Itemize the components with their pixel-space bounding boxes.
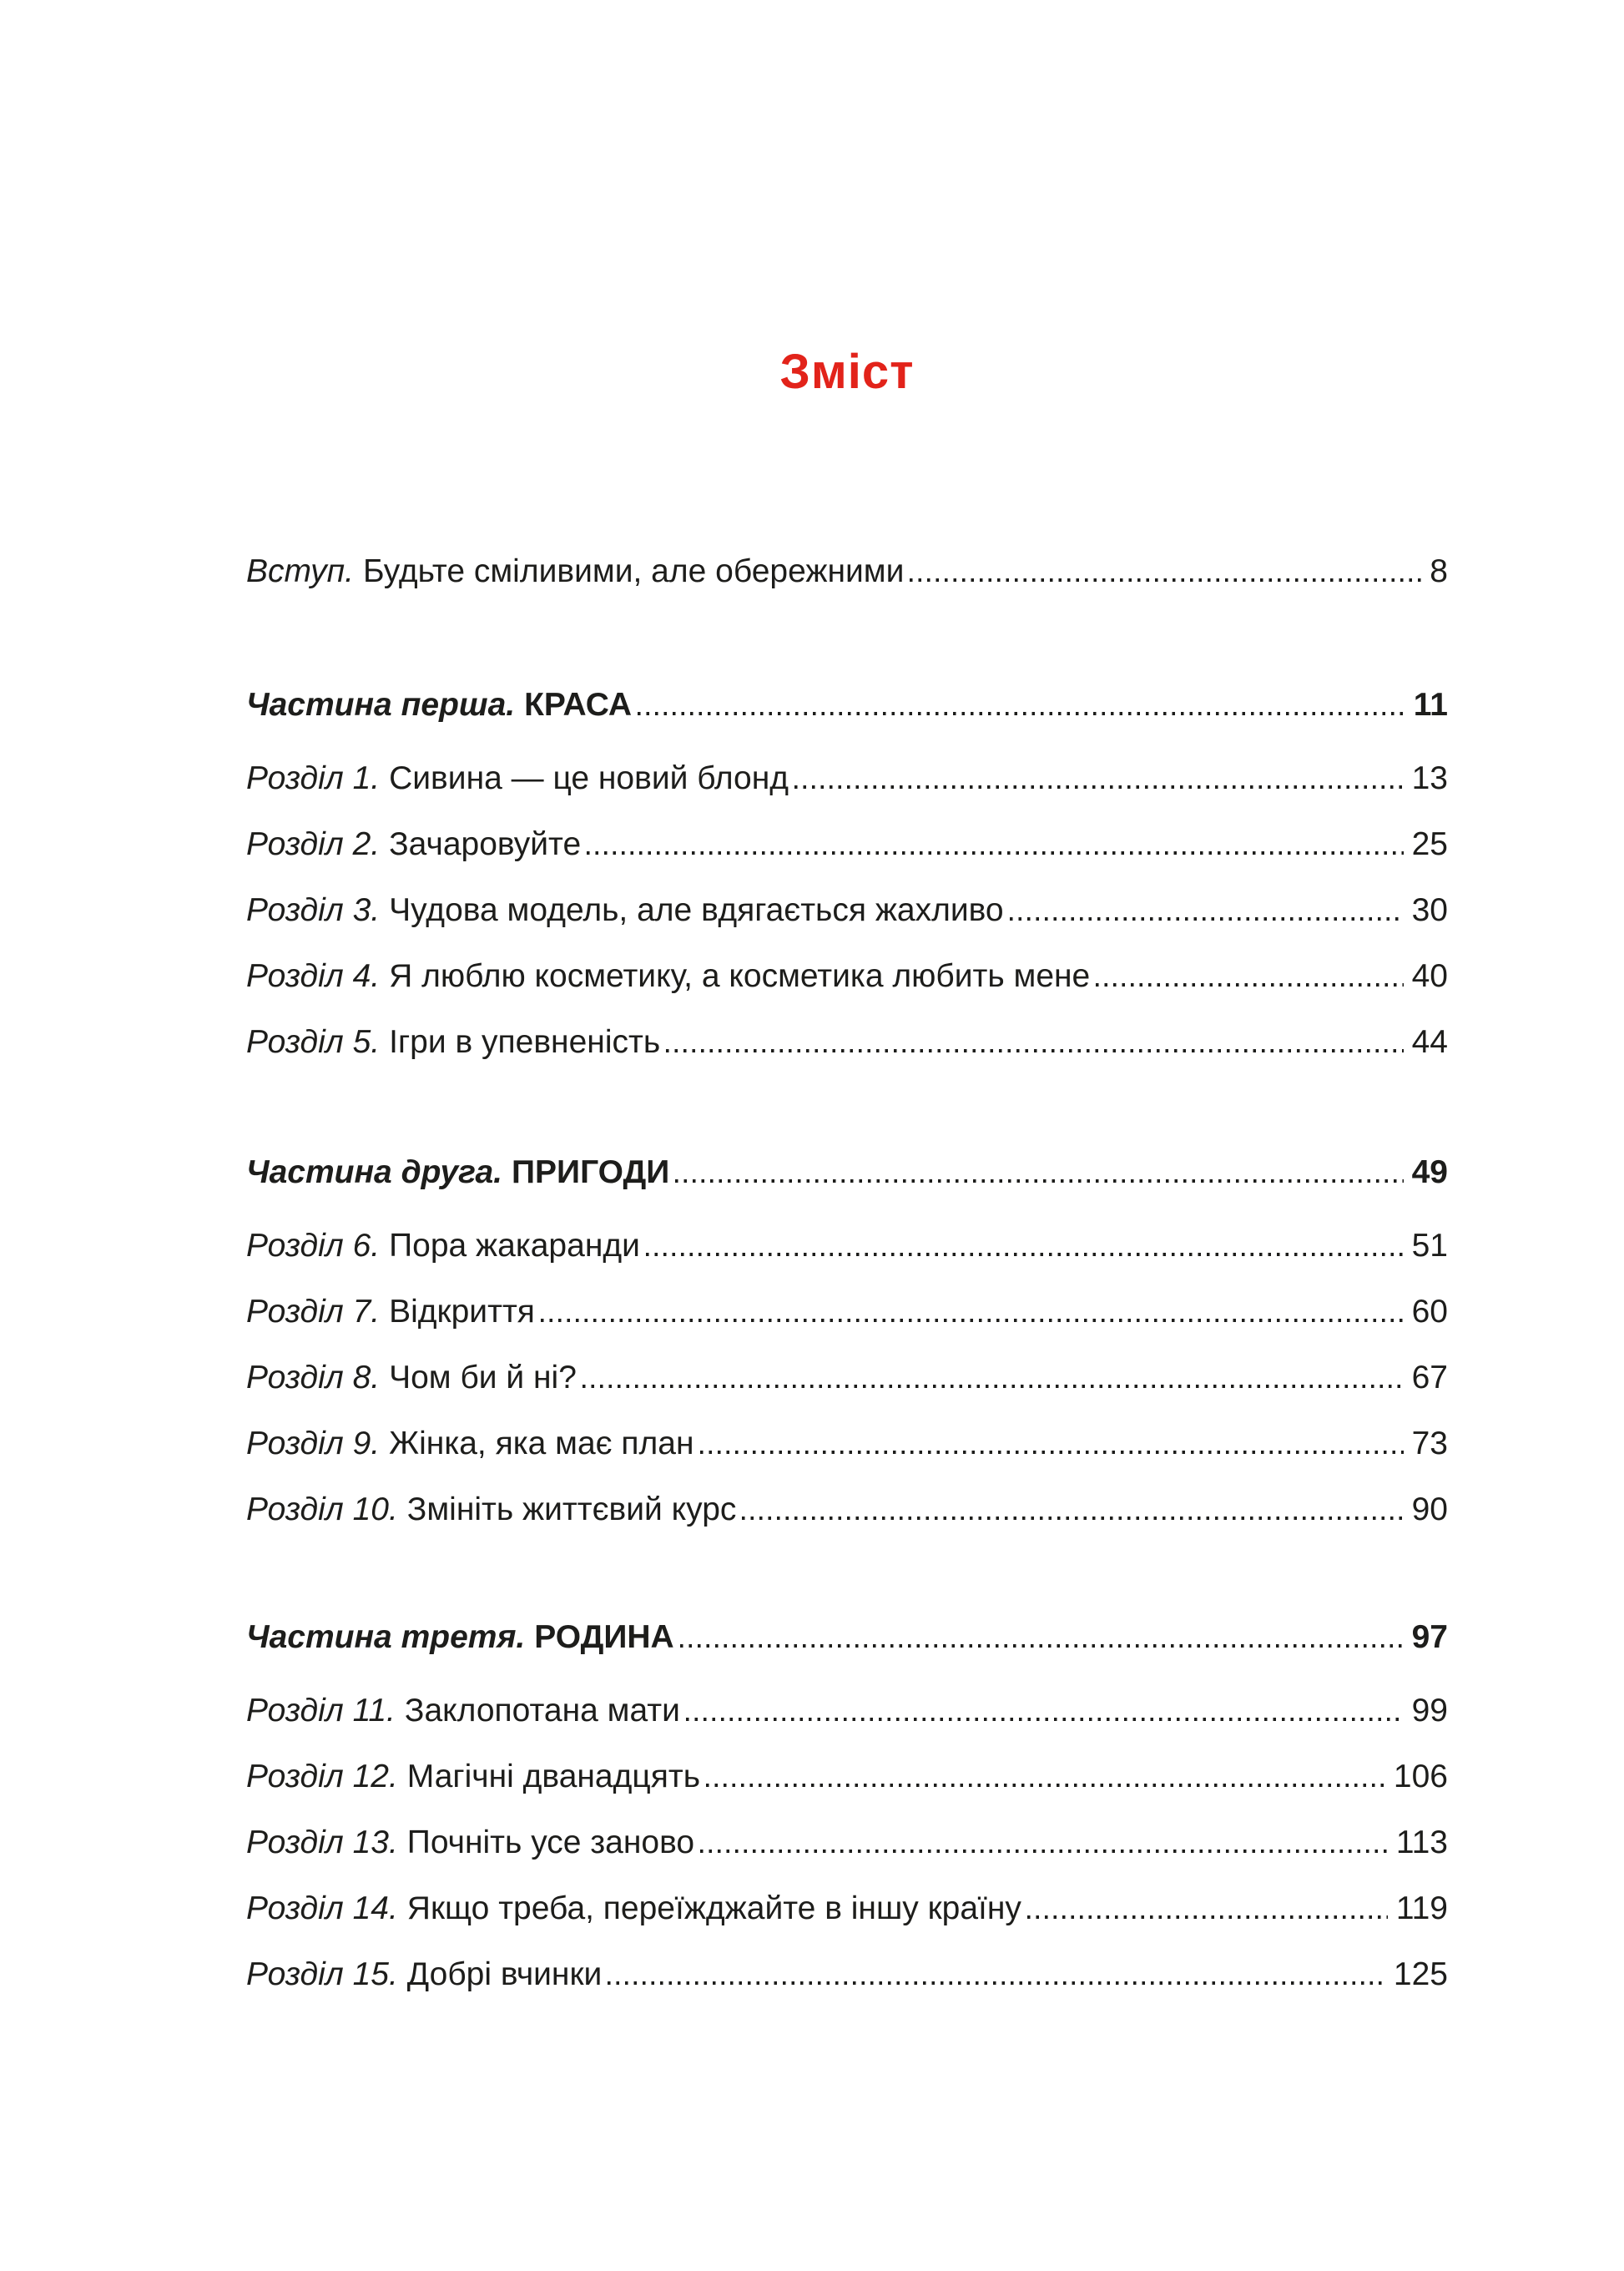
toc-entry-intro — [246, 553, 1448, 591]
leader-dots — [680, 1644, 1404, 1648]
toc-entry — [246, 825, 1448, 864]
leader-dots — [1096, 983, 1403, 987]
chapter-title: Сивина — це новий блонд — [389, 760, 789, 796]
toc-entry — [246, 1956, 1448, 1994]
chapter-title: Заклопотана мати — [404, 1693, 680, 1728]
page-title: Зміст — [779, 345, 915, 399]
chapter-number: Розділ 3. — [246, 892, 381, 928]
chapter-number: Розділ 10. — [246, 1491, 398, 1527]
page-number: 11 — [1413, 687, 1448, 723]
chapter-number: Розділ 13. — [246, 1824, 398, 1860]
toc-entry — [246, 1692, 1448, 1730]
toc-entry — [246, 1890, 1448, 1928]
chapter-title: Добрі вчинки — [406, 1956, 603, 1992]
part-name: КРАСА — [524, 687, 633, 723]
toc-page — [246, 0, 1448, 1994]
toc-entry — [246, 1824, 1448, 1862]
chapter-number: Розділ 4. — [246, 958, 381, 994]
toc-part-heading — [246, 1618, 1448, 1657]
toc-entry — [246, 1023, 1448, 1062]
chapter-title: Зачаровуйте — [389, 826, 582, 862]
toc-entry — [246, 1758, 1448, 1796]
chapter-title: Відкриття — [389, 1294, 535, 1330]
chapter-number: Розділ 1. — [246, 760, 381, 796]
chapter-title: Пора жакаранди — [389, 1228, 640, 1264]
toc-entry — [246, 1227, 1448, 1265]
leader-dots — [646, 1253, 1404, 1256]
page-number: 97 — [1411, 1619, 1448, 1655]
chapter-number: Розділ 7. — [246, 1294, 381, 1330]
leader-dots — [638, 712, 1405, 715]
toc-entry — [246, 1359, 1448, 1397]
part-prefix: Частина перша. — [246, 687, 516, 723]
page-number: 106 — [1393, 1759, 1448, 1794]
page-number: 25 — [1411, 826, 1448, 862]
chapter-number: Розділ 6. — [246, 1228, 381, 1264]
page-number: 51 — [1411, 1228, 1448, 1264]
leader-dots — [583, 1385, 1404, 1388]
leader-dots — [666, 1049, 1403, 1052]
page-number: 99 — [1411, 1693, 1448, 1728]
chapter-title: Почніть усе заново — [406, 1824, 695, 1860]
chapter-title: Чом би й ні? — [389, 1360, 577, 1395]
leader-dots — [686, 1718, 1404, 1721]
chapter-number: Розділ 8. — [246, 1360, 381, 1395]
leader-dots — [541, 1319, 1404, 1322]
page-number: 113 — [1395, 1824, 1448, 1860]
leader-dots — [608, 1981, 1385, 1985]
page-number: 44 — [1411, 1024, 1448, 1060]
chapter-number: Розділ 15. — [246, 1956, 398, 1992]
part-prefix: Частина друга. — [246, 1154, 503, 1190]
page-number: 40 — [1411, 958, 1448, 994]
intro-prefix: Вступ. — [246, 553, 354, 589]
toc-entry — [246, 1293, 1448, 1331]
leader-dots — [742, 1517, 1403, 1520]
leader-dots — [794, 785, 1404, 789]
page-number: 125 — [1393, 1956, 1448, 1992]
chapter-title: Ігри в упевненість — [389, 1024, 661, 1060]
chapter-title: Змініть життєвий курс — [406, 1491, 737, 1527]
page-number: 119 — [1395, 1890, 1448, 1926]
leader-dots — [700, 1850, 1388, 1853]
toc-entry — [246, 1491, 1448, 1529]
page-number: 73 — [1411, 1426, 1448, 1461]
chapter-number: Розділ 11. — [246, 1693, 396, 1728]
chapter-title: Чудова модель, але вдягається жахливо — [389, 892, 1004, 928]
page-number: 90 — [1411, 1491, 1448, 1527]
chapter-title: Жінка, яка має план — [389, 1426, 694, 1461]
page-number: 30 — [1411, 892, 1448, 928]
leader-dots — [700, 1451, 1404, 1454]
chapter-title: Магічні дванадцять — [406, 1759, 701, 1794]
leader-dots — [706, 1784, 1385, 1787]
leader-dots — [587, 851, 1403, 855]
chapter-number: Розділ 5. — [246, 1024, 381, 1060]
leader-dots — [675, 1179, 1403, 1183]
page-number: 67 — [1411, 1360, 1448, 1395]
toc-entry — [246, 957, 1448, 996]
part-name: РОДИНА — [534, 1619, 674, 1655]
chapter-number: Розділ 2. — [246, 826, 381, 862]
page-number: 8 — [1430, 553, 1448, 589]
chapter-number: Розділ 12. — [246, 1759, 398, 1794]
intro-title: Будьте сміливими, але обережними — [362, 553, 905, 589]
leader-dots — [910, 578, 1421, 582]
leader-dots — [1027, 1915, 1388, 1919]
leader-dots — [1010, 917, 1404, 921]
page-number: 60 — [1411, 1294, 1448, 1330]
chapter-title: Я люблю косметику, а косметика любить мене — [389, 958, 1091, 994]
page-number: 13 — [1411, 760, 1448, 796]
page-number: 49 — [1411, 1154, 1448, 1190]
part-prefix: Частина третя. — [246, 1619, 526, 1655]
toc-entry — [246, 760, 1448, 798]
chapter-title: Якщо треба, переїжджайте в іншу країну — [406, 1890, 1021, 1926]
chapter-number: Розділ 9. — [246, 1426, 381, 1461]
part-name: ПРИГОДИ — [512, 1154, 670, 1190]
toc-entry — [246, 891, 1448, 930]
chapter-number: Розділ 14. — [246, 1890, 398, 1926]
toc-part-heading — [246, 686, 1448, 724]
toc-part-heading — [246, 1153, 1448, 1192]
toc-entry — [246, 1425, 1448, 1463]
